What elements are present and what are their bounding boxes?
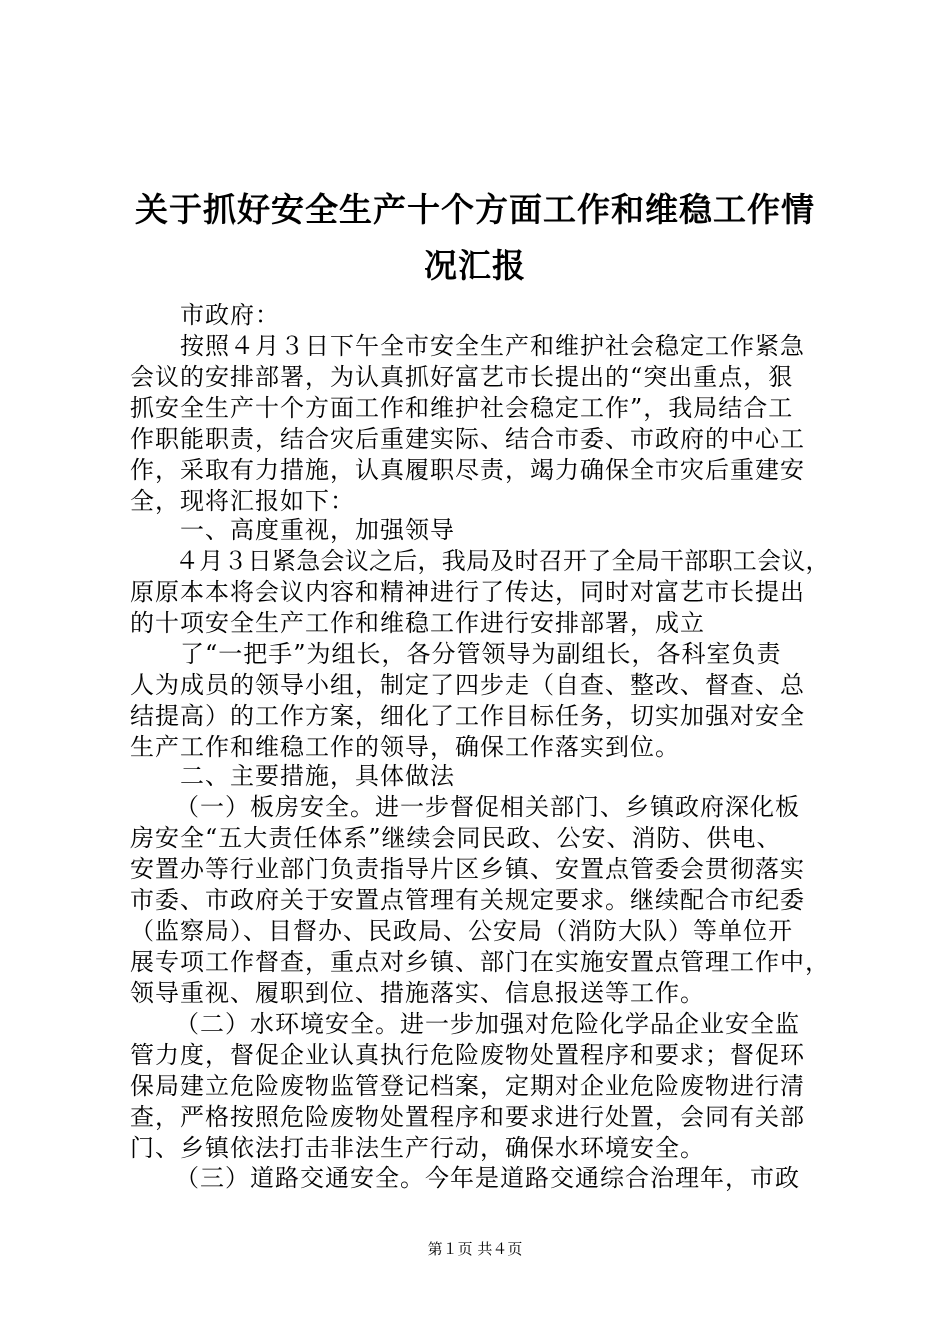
body-line: 抓安全生产十个方面工作和维护社会稳定工作”，我局结合工 [130, 394, 794, 422]
body-line: 门、乡镇依法打击非法生产行动，确保水环境安全。 [130, 1134, 705, 1162]
body-line: 房安全“五大责任体系”继续会同民政、公安、消防、供电、 [130, 824, 782, 852]
body-line: 人为成员的领导小组，制定了四步走（自查、整改、督查、总 [130, 671, 805, 699]
body-line: 生产工作和维稳工作的领导，确保工作落实到位。 [130, 733, 680, 761]
body-line: 安置办等行业部门负责指导片区乡镇、安置点管委会贯彻落实 [130, 855, 805, 883]
body-line: 作职能职责，结合灾后重建实际、结合市委、市政府的中心工 [130, 425, 805, 453]
document-title-line-2: 况汇报 [424, 246, 526, 285]
section-heading-2: 二、主要措施，具体做法 [180, 762, 455, 790]
body-line: 按照４月３日下午全市安全生产和维护社会稳定工作紧急 [180, 332, 805, 360]
body-line: 保局建立危险废物监管登记档案，定期对企业危险废物进行清 [130, 1072, 805, 1100]
body-line: 原原本本将会议内容和精神进行了传达，同时对富艺市长提出 [130, 578, 805, 606]
body-line: ４月３日紧急会议之后，我局及时召开了全局干部职工会议， [175, 547, 830, 575]
body-line: 查，严格按照危险废物处置程序和要求进行处置，会同有关部 [130, 1103, 805, 1131]
body-line: （二）水环境安全。进一步加强对危险化学品企业安全监 [175, 1010, 800, 1038]
body-line: 了“一把手”为组长，各分管领导为副组长，各科室负责 [180, 640, 782, 668]
body-line: 管力度，督促企业认真执行危险废物处置程序和要求；督促环 [130, 1041, 805, 1069]
section-heading-1: 一、高度重视，加强领导 [180, 516, 455, 544]
body-line: （三）道路交通安全。今年是道路交通综合治理年，市政 [175, 1164, 800, 1192]
body-line: 的十项安全生产工作和维稳工作进行安排部署，成立 [130, 609, 705, 637]
body-line: 市委、市政府关于安置点管理有关规定要求。继续配合市纪委 [130, 886, 805, 914]
body-line: 领导重视、履职到位、措施落实、信息报送等工作。 [130, 979, 705, 1007]
body-line: 结提高）的工作方案，细化了工作目标任务，切实加强对安全 [130, 702, 805, 730]
body-line: 展专项工作督查，重点对乡镇、部门在实施安置点管理工作中， [130, 948, 830, 976]
body-line: 作，采取有力措施，认真履职尽责，竭力确保全市灾后重建安 [130, 456, 805, 484]
document-title-line-1: 关于抓好安全生产十个方面工作和维稳工作情 [135, 190, 815, 229]
body-line: （一）板房安全。进一步督促相关部门、乡镇政府深化板 [175, 793, 800, 821]
body-line: （监察局）、目督办、民政局、公安局（消防大队）等单位开 [130, 917, 793, 945]
salutation: 市政府： [180, 301, 280, 329]
body-line: 会议的安排部署，为认真抓好富艺市长提出的“突出重点，狠 [130, 363, 794, 391]
body-line: 全，现将汇报如下： [130, 487, 355, 515]
page-number-footer: 第１页 共４页 [427, 1240, 523, 1258]
